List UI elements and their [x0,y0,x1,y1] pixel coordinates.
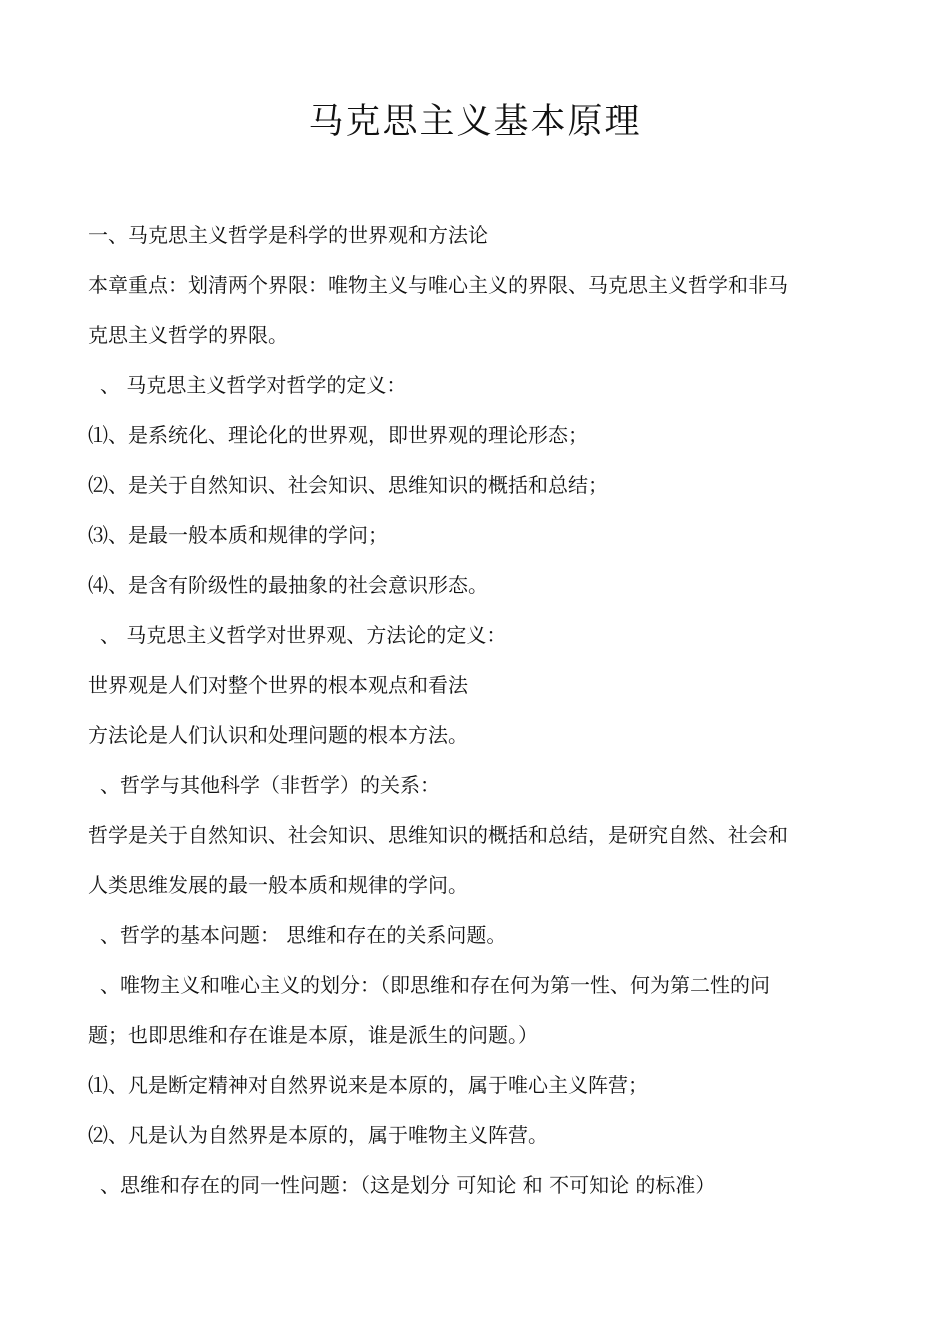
list-item: ⑷、是含有阶级性的最抽象的社会意识形态。 [88,573,488,597]
paragraph-line: 克思主义哲学的界限。 [88,323,288,347]
paragraph-line: 题；也即思维和存在谁是本原，谁是派生的问题。） [88,1023,538,1047]
paragraph-line: 本章重点：划清两个界限：唯物主义与唯心主义的界限、马克思主义哲学和非马 [88,273,788,297]
subsection-heading: 、哲学的基本问题： 思维和存在的关系问题。 [100,923,507,947]
paragraph-line: 人类思维发展的最一般本质和规律的学问。 [88,873,468,897]
subsection-heading: 、 马克思主义哲学对世界观、方法论的定义： [100,623,507,647]
paragraph-line: 方法论是人们认识和处理问题的根本方法。 [88,723,468,747]
list-item: ⑴、是系统化、理论化的世界观，即世界观的理论形态； [88,423,588,447]
list-item: ⑶、是最一般本质和规律的学问； [88,523,388,547]
list-item: ⑵、凡是认为自然界是本原的，属于唯物主义阵营。 [88,1123,548,1147]
document-title: 马克思主义基本原理 [308,102,642,142]
paragraph-line: 世界观是人们对整个世界的根本观点和看法 [88,673,468,697]
section-heading: 一、马克思主义哲学是科学的世界观和方法论 [88,223,488,247]
subsection-heading: 、唯物主义和唯心主义的划分：（即思维和存在何为第一性、何为第二性的问 [100,973,770,997]
subsection-heading: 、 马克思主义哲学对哲学的定义： [100,373,407,397]
list-item: ⑴、凡是断定精神对自然界说来是本原的，属于唯心主义阵营； [88,1073,648,1097]
subsection-heading: 、思维和存在的同一性问题：（这是划分 可知论 和 不可知论 的标准） [100,1173,716,1197]
document-body [88,210,878,1210]
paragraph-line: 哲学是关于自然知识、社会知识、思维知识的概括和总结，是研究自然、社会和 [88,823,788,847]
subsection-heading: 、哲学与其他科学（非哲学）的关系： [100,773,440,797]
list-item: ⑵、是关于自然知识、社会知识、思维知识的概括和总结； [88,473,608,497]
